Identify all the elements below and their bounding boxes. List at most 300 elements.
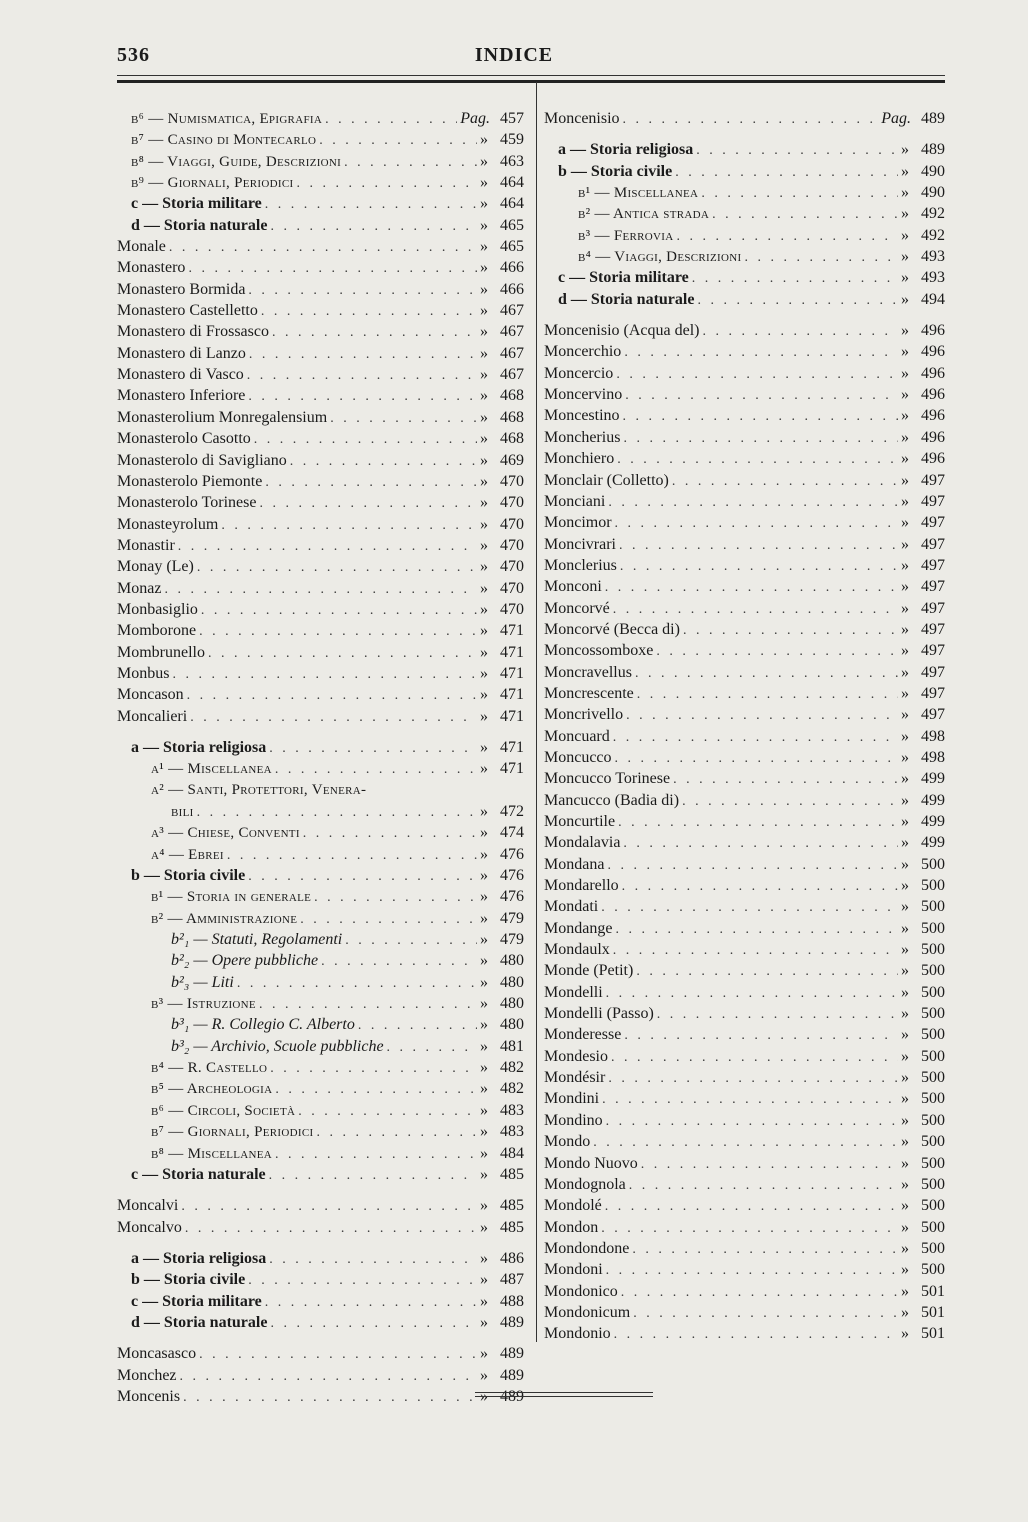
ditto-mark: »	[480, 973, 488, 991]
spacer	[117, 727, 524, 737]
ditto-mark: »	[480, 1080, 488, 1098]
page-ref: 459	[500, 131, 524, 149]
page-ref: 494	[921, 290, 945, 308]
page-ref: 471	[500, 686, 524, 704]
index-entry	[544, 811, 945, 832]
ditto-mark: »	[480, 152, 488, 170]
dot-leader	[248, 1270, 477, 1290]
index-entry	[544, 619, 945, 640]
ditto-mark: »	[480, 1101, 488, 1119]
index-entry	[117, 801, 524, 822]
dot-leader	[358, 1015, 477, 1035]
index-entry	[544, 267, 945, 288]
dot-leader	[625, 385, 898, 405]
dot-leader	[606, 1260, 898, 1280]
page-ref: 500	[921, 1026, 945, 1044]
entry-label: b²₁ — Statuti, Regolamenti	[171, 931, 343, 949]
entry-label: Monastero di Lanzo	[117, 344, 246, 362]
page-ref: 492	[921, 205, 945, 223]
page-ref: 490	[921, 162, 945, 180]
page-ref: 500	[921, 1197, 945, 1215]
index-entry	[117, 908, 524, 929]
index-entry	[544, 1323, 945, 1344]
ditto-mark: »	[901, 770, 909, 788]
ditto-mark: »	[480, 408, 488, 426]
index-entry	[544, 704, 945, 725]
dot-leader	[321, 951, 477, 971]
entry-label: b — Storia civile	[131, 867, 246, 885]
ditto-mark: »	[480, 366, 488, 384]
ditto-mark: »	[480, 803, 488, 820]
page-ref: 470	[500, 494, 524, 512]
dot-leader	[615, 919, 898, 939]
index-entry	[117, 279, 524, 300]
page-ref: 472	[500, 803, 524, 820]
index-entry	[117, 215, 524, 236]
page-ref: 497	[921, 471, 945, 489]
ditto-mark: »	[901, 1154, 909, 1172]
entry-label: Moncason	[117, 686, 184, 704]
entry-label: Monclerius	[544, 556, 617, 574]
dot-leader	[316, 1122, 477, 1142]
ditto-mark: »	[480, 1144, 488, 1162]
dot-leader	[620, 556, 898, 576]
entry-label: b⁶ — Circoli, Società	[151, 1102, 296, 1119]
index-entry	[117, 620, 524, 641]
entry-label: Monbus	[117, 664, 170, 682]
entry-label: Moncasasco	[117, 1345, 197, 1363]
entry-label: a⁴ — Ebrei	[151, 846, 224, 863]
ditto-mark: »	[901, 1282, 909, 1300]
ditto-mark: »	[901, 877, 909, 895]
index-entry	[117, 1143, 524, 1164]
index-entry	[117, 343, 524, 364]
ditto-mark: »	[480, 738, 488, 756]
index-entry	[544, 1153, 945, 1174]
index-entry	[544, 598, 945, 619]
entry-label: Monasterolo Piemonte	[117, 472, 263, 490]
entry-label: a³ — Chiese, Conventi	[151, 825, 300, 842]
ditto-mark: »	[480, 1218, 488, 1236]
page-ref: 500	[921, 1133, 945, 1151]
entry-label: Monastero di Vasco	[117, 366, 244, 384]
entry-label: Momborone	[117, 622, 197, 640]
page-ref: 501	[921, 1282, 945, 1300]
page-ref: 468	[500, 430, 524, 448]
ditto-mark: »	[480, 1292, 488, 1310]
page-ref: 500	[921, 1175, 945, 1193]
dot-leader	[330, 408, 477, 428]
page-ref: 480	[500, 995, 524, 1013]
entry-label: d — Storia naturale	[131, 1313, 268, 1331]
dot-leader	[190, 707, 477, 727]
dot-leader	[641, 1154, 898, 1174]
page-ref: 490	[921, 184, 945, 202]
ditto-mark: »	[480, 515, 488, 533]
entry-label: b⁹ — Giornali, Periodici	[131, 175, 294, 192]
page-ref: 497	[921, 492, 945, 510]
dot-leader	[221, 515, 477, 535]
ditto-mark: »	[901, 941, 909, 959]
dot-leader	[697, 290, 898, 310]
entry-label: Monde (Petit)	[544, 962, 634, 980]
dot-leader	[615, 748, 898, 768]
entry-label: Moncuard	[544, 727, 610, 745]
index-entry	[117, 950, 524, 971]
page-ref: 471	[500, 664, 524, 682]
ditto-mark: »	[901, 855, 909, 873]
dot-leader	[275, 759, 477, 779]
dot-leader	[621, 1282, 898, 1302]
page-ref: 470	[500, 472, 524, 490]
dot-leader	[623, 109, 879, 129]
page-ref: 471	[500, 643, 524, 661]
page-ref: 468	[500, 387, 524, 405]
index-entry	[117, 236, 524, 257]
entry-label: Moncalvo	[117, 1218, 182, 1236]
page-ref: 497	[921, 578, 945, 596]
ditto-mark: »	[901, 1239, 909, 1257]
index-entry	[117, 822, 524, 843]
dot-leader	[601, 1218, 898, 1238]
entry-label: Mombrunello	[117, 643, 205, 661]
page-ref: 500	[921, 877, 945, 895]
dot-leader	[272, 322, 477, 342]
page-ref: 464	[500, 195, 524, 213]
index-entry	[117, 1014, 524, 1035]
index-entry	[117, 1365, 524, 1386]
entry-label: b²₃ — Liti	[171, 973, 234, 991]
index-entry	[544, 747, 945, 768]
dot-leader	[344, 152, 477, 172]
ditto-mark: »	[901, 343, 909, 361]
index-entry	[117, 578, 524, 599]
page-ref: 499	[921, 791, 945, 809]
dot-leader	[657, 1004, 898, 1024]
entry-label: Mondo Nuovo	[544, 1154, 638, 1172]
page-ref: 483	[500, 1101, 524, 1119]
entry-label: a — Storia religiosa	[131, 1249, 267, 1267]
index-entry	[544, 470, 945, 491]
index-entry	[117, 257, 524, 278]
ditto-mark: »	[480, 1059, 488, 1077]
page-ref: 465	[500, 238, 524, 256]
entry-label: Mondarello	[544, 877, 619, 895]
entry-label: Monale	[117, 238, 166, 256]
entry-label: Moncenis	[117, 1387, 181, 1405]
dot-leader	[314, 887, 477, 907]
index-entry	[544, 246, 945, 267]
ditto-mark: »	[901, 450, 909, 468]
dot-leader	[672, 471, 898, 491]
ditto-mark: »	[480, 302, 488, 320]
dot-leader	[269, 1249, 477, 1269]
dot-leader	[593, 1132, 898, 1152]
ditto-mark: »	[901, 684, 909, 702]
entry-label: Mondonicum	[544, 1303, 631, 1321]
page-ref: 497	[921, 706, 945, 724]
ditto-mark: »	[480, 131, 488, 149]
index-entry	[544, 1024, 945, 1045]
index-entry	[544, 1302, 945, 1323]
index-entry	[544, 289, 945, 310]
page-ref: 500	[921, 1047, 945, 1065]
page-ref: 498	[921, 748, 945, 766]
dot-leader	[265, 194, 477, 214]
entry-label: Mondon	[544, 1218, 599, 1236]
index-entry	[117, 321, 524, 342]
index-entry	[544, 108, 945, 129]
index-entry	[117, 450, 524, 471]
entry-label: Monclair (Colletto)	[544, 471, 669, 489]
index-entry	[544, 1088, 945, 1109]
dot-leader	[744, 247, 898, 267]
dot-leader	[696, 140, 898, 160]
dot-leader	[624, 1025, 898, 1045]
spacer	[544, 310, 945, 320]
ditto-mark: »	[901, 663, 909, 681]
dot-leader	[606, 983, 898, 1003]
ditto-mark: »	[480, 952, 488, 970]
page-ref: 480	[500, 973, 524, 991]
entry-label: Moncrescente	[544, 684, 634, 702]
index-entry	[117, 300, 524, 321]
page-ref: 484	[500, 1144, 524, 1162]
page-ref: 496	[921, 343, 945, 361]
dot-leader	[249, 344, 477, 364]
ditto-mark: »	[901, 706, 909, 724]
dot-leader	[624, 342, 898, 362]
ditto-mark: »	[480, 600, 488, 618]
page-ref: 500	[921, 1069, 945, 1087]
index-entry	[117, 1343, 524, 1364]
dot-leader	[605, 1196, 898, 1216]
page-ref: 497	[921, 514, 945, 532]
index-entry	[117, 556, 524, 577]
entry-label: Mondonico	[544, 1282, 618, 1300]
index-entry	[544, 576, 945, 597]
index-entry	[117, 385, 524, 406]
page-title: INDICE	[474, 44, 554, 66]
page-ref: 480	[500, 1016, 524, 1034]
dot-leader	[617, 449, 898, 469]
entry-label: a — Storia religiosa	[558, 141, 694, 159]
entry-label: Moncervino	[544, 386, 623, 404]
index-entry	[117, 663, 524, 684]
index-column-left	[117, 108, 524, 1407]
page-ref: 500	[921, 1005, 945, 1023]
page-ref: 500	[921, 1239, 945, 1257]
entry-label: b⁷ — Giornali, Periodici	[151, 1124, 314, 1141]
entry-label: b⁴ — Viaggi, Descrizioni	[578, 249, 742, 266]
ditto-mark: »	[480, 707, 488, 725]
dot-leader	[613, 727, 898, 747]
page-ref: 485	[500, 1218, 524, 1236]
page-ref: 485	[500, 1197, 524, 1215]
page-ref: 500	[921, 1154, 945, 1172]
dot-leader	[632, 1239, 898, 1259]
entry-label: b³₂ — Archivio, Scuole pubbliche	[171, 1037, 384, 1055]
ditto-mark: »	[480, 1123, 488, 1141]
dot-leader	[673, 769, 898, 789]
ditto-mark: »	[480, 430, 488, 448]
dot-leader	[622, 876, 898, 896]
page-ref: 497	[921, 663, 945, 681]
dot-leader	[637, 684, 898, 704]
index-entry	[544, 1281, 945, 1302]
index-entry	[544, 427, 945, 448]
ditto-mark: »	[901, 269, 909, 287]
ditto-mark: »	[480, 238, 488, 256]
page-ref: 482	[500, 1080, 524, 1098]
dot-leader	[605, 577, 898, 597]
dot-leader	[623, 406, 898, 426]
dot-leader	[172, 664, 477, 684]
page-ref: 466	[500, 280, 524, 298]
ditto-mark: »	[901, 1005, 909, 1023]
dot-leader	[636, 961, 898, 981]
dot-leader	[387, 1037, 477, 1057]
dot-leader	[261, 301, 477, 321]
index-entry	[544, 790, 945, 811]
ditto-mark: »	[480, 472, 488, 490]
entry-label: Mondesio	[544, 1047, 608, 1065]
index-entry	[117, 1100, 524, 1121]
ditto-mark: »	[480, 1366, 488, 1384]
header-rule-thick	[117, 80, 945, 83]
index-entry	[117, 129, 524, 150]
ditto-mark: »	[901, 620, 909, 638]
index-entry	[117, 758, 524, 779]
ditto-mark: »	[480, 451, 488, 469]
entry-label: Monay (Le)	[117, 558, 194, 576]
ditto-mark: »	[901, 599, 909, 617]
ditto-mark: »	[901, 514, 909, 532]
page-header	[0, 0, 1028, 80]
page-ref: 465	[500, 216, 524, 234]
page-ref: 499	[921, 813, 945, 830]
ditto-mark: »	[480, 174, 488, 192]
ditto-mark: »	[480, 664, 488, 682]
index-entry	[544, 512, 945, 533]
index-entry	[544, 341, 945, 362]
entry-label: Mondondone	[544, 1239, 630, 1257]
index-entry	[117, 1057, 524, 1078]
ditto-mark: »	[480, 494, 488, 512]
index-entry	[117, 706, 524, 727]
page-ref: 500	[921, 1111, 945, 1129]
index-entry	[117, 844, 524, 865]
ditto-mark: »	[480, 1016, 488, 1034]
ditto-mark: »	[480, 195, 488, 213]
page-ref: 500	[921, 1090, 945, 1108]
entry-label: c — Storia naturale	[131, 1165, 266, 1183]
index-entry	[544, 1259, 945, 1280]
dot-leader	[269, 1165, 477, 1185]
dot-leader	[270, 1313, 477, 1333]
page-ref: 470	[500, 600, 524, 618]
ditto-mark: »	[901, 322, 909, 340]
entry-label: Mondino	[544, 1111, 603, 1129]
dot-leader	[626, 705, 898, 725]
ditto-mark: »	[480, 259, 488, 277]
ditto-mark: »	[901, 1218, 909, 1236]
index-entry	[544, 139, 945, 160]
entry-label: c — Storia militare	[131, 1292, 262, 1310]
index-entry	[544, 896, 945, 917]
entry-label: Mondaulx	[544, 941, 610, 959]
dot-leader	[208, 643, 477, 663]
dot-leader	[613, 940, 898, 960]
dot-leader	[703, 321, 898, 341]
dot-leader	[608, 1068, 898, 1088]
ditto-mark: »	[901, 492, 909, 510]
entry-label: Moncerchio	[544, 343, 622, 361]
dot-leader	[248, 280, 477, 300]
page-ref: 457	[500, 110, 524, 127]
dot-leader	[623, 428, 898, 448]
ditto-mark: »	[901, 1133, 909, 1151]
entry-label: Monchez	[117, 1366, 177, 1384]
dot-leader	[269, 738, 477, 758]
entry-label: Monaz	[117, 579, 162, 597]
ditto-mark: »	[480, 1165, 488, 1183]
index-entry	[117, 193, 524, 214]
dot-leader	[227, 845, 477, 865]
index-entry	[117, 535, 524, 556]
page-ref: 497	[921, 642, 945, 660]
dot-leader	[319, 130, 477, 150]
dot-leader	[201, 600, 477, 620]
ditto-mark: »	[480, 888, 488, 906]
ditto-mark: »	[901, 1090, 909, 1108]
entry-label: b — Storia civile	[558, 162, 673, 180]
dot-leader	[345, 930, 477, 950]
entry-label: Mondésir	[544, 1069, 606, 1087]
dot-leader	[270, 1058, 477, 1078]
entry-label: Monastir	[117, 536, 175, 554]
entry-label: Mondana	[544, 855, 605, 873]
page-ref: 500	[921, 898, 945, 916]
dot-leader	[180, 1366, 477, 1386]
page-ref: 469	[500, 451, 524, 469]
dot-leader	[183, 1387, 477, 1407]
page-ref: 497	[921, 620, 945, 638]
spacer	[544, 129, 945, 139]
spacer	[117, 1238, 524, 1248]
pag-marker: Pag.	[460, 110, 490, 127]
ditto-mark: »	[480, 558, 488, 576]
dot-leader	[178, 536, 477, 556]
index-entry	[544, 982, 945, 1003]
ditto-mark: »	[901, 962, 909, 980]
page-ref: 492	[921, 226, 945, 244]
page-ref: 480	[500, 952, 524, 970]
index-entry	[544, 203, 945, 224]
dot-leader	[601, 897, 898, 917]
index-entry	[544, 182, 945, 203]
entry-label: Monastero Bormida	[117, 280, 246, 298]
entry-label: Mondoni	[544, 1261, 603, 1279]
entry-label: Mondati	[544, 898, 599, 916]
page-ref: 500	[921, 919, 945, 937]
page-ref: 474	[500, 824, 524, 842]
index-entry	[544, 1131, 945, 1152]
entry-label: Moncorvé (Becca di)	[544, 620, 680, 638]
entry-label: b³ — Ferrovia	[578, 227, 674, 244]
ditto-mark: »	[480, 323, 488, 341]
entry-label: Mondange	[544, 919, 613, 937]
